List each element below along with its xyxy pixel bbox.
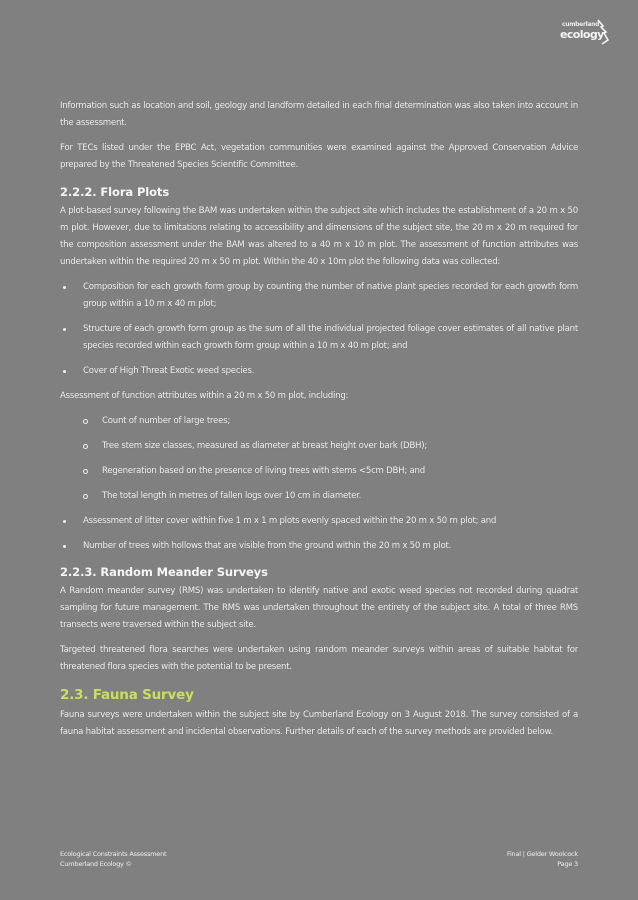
function-attributes-list xyxy=(60,413,578,505)
flora-data-list-2 xyxy=(60,513,578,555)
random-meander-paragraph-2: Targeted threatened flora searches were undertaken using random meander surveys within areas of suitable habitat for threatened flora species with the potential to be present. xyxy=(60,645,578,672)
flora-plots-paragraph: A plot-based survey following the BAM was undertaken within the subject site which includes the establishment of a 20 m x 50 m plot. However, due to limitations relating to accessibility and dimensions of the subject site, the 20 m x 20 m required for the composition assessment under the BAM was altered to a 40 m x 10 m plot. The assessment of function attributes was undertaken within the required 20 m x 50 m plot. Within the 40 x 10m plot the following data was collected: xyxy=(60,206,578,267)
flora-data-list xyxy=(60,279,578,380)
footer-document-title: Ecological Constraints Assessment xyxy=(60,850,167,858)
random-meander-paragraph-1: A Random meander survey (RMS) was undertaken to identify native and exotic weed species not recorded during quadrat sampling for future management. The RMS was undertaken throughout the entirety of the subject site. A total of three RMS transects were traversed within the subject site. xyxy=(60,586,578,630)
list-item: Number of trees with hollows that are visible from the ground within the 20 m x 50 m plot. xyxy=(60,538,578,555)
list-item: Composition for each growth form group by counting the number of native plant species recorded for each growth form group within a 10 m x 40 m plot; xyxy=(60,279,578,313)
function-attributes-intro: Assessment of function attributes within a 20 m x 50 m plot, including: xyxy=(60,391,349,401)
list-item: The total length in metres of fallen logs over 10 cm in diameter. xyxy=(60,488,578,505)
list-item: Structure of each growth form group as the sum of all the individual projected foliage cover estimates of all native plant species recorded within each growth form group within a 10 m x 40 m plot; and xyxy=(60,321,578,355)
fauna-survey-paragraph: Fauna surveys were undertaken within the subject site by Cumberland Ecology on 3 August 2018. The survey consisted of a fauna habitat assessment and incidental observations. Further details of each of the survey methods are provided below. xyxy=(60,710,578,737)
page-number: Page 3 xyxy=(557,860,578,868)
section-heading-fauna-survey: 2.3. Fauna Survey xyxy=(60,687,194,703)
list-item: Assessment of litter cover within five 1 m x 1 m plots evenly spaced within the 20 m x 50 m plot; and xyxy=(60,513,578,530)
section-heading-random-meander: 2.2.3. Random Meander Surveys xyxy=(60,565,268,579)
leaf-icon xyxy=(594,18,612,48)
list-item: Tree stem size classes, measured as diameter at breast height over bark (DBH); xyxy=(60,438,578,455)
list-item: Cover of High Threat Exotic weed species. xyxy=(60,363,578,380)
footer-client: Final | Gelder Woolcock xyxy=(506,850,578,858)
footer-copyright: Cumberland Ecology © xyxy=(60,860,132,868)
list-item: Regeneration based on the presence of living trees with stems <5cm DBH; and xyxy=(60,463,578,480)
logo-line2: ecology xyxy=(560,28,604,41)
list-item: Count of number of large trees; xyxy=(60,413,578,430)
section-heading-flora-plots: 2.2.2. Flora Plots xyxy=(60,185,170,199)
logo-line1: cumberland xyxy=(562,21,600,28)
document-body xyxy=(60,98,578,741)
intro-paragraph-1: Information such as location and soil, geology and landform detailed in each final determination was also taken into account in the assessment. xyxy=(60,101,578,128)
intro-paragraph-2: For TECs listed under the EPBC Act, vegetation communities were examined against the Approved Conservation Advice prepared by the Threatened Species Scientific Committee. xyxy=(60,143,578,170)
company-logo xyxy=(556,18,612,48)
